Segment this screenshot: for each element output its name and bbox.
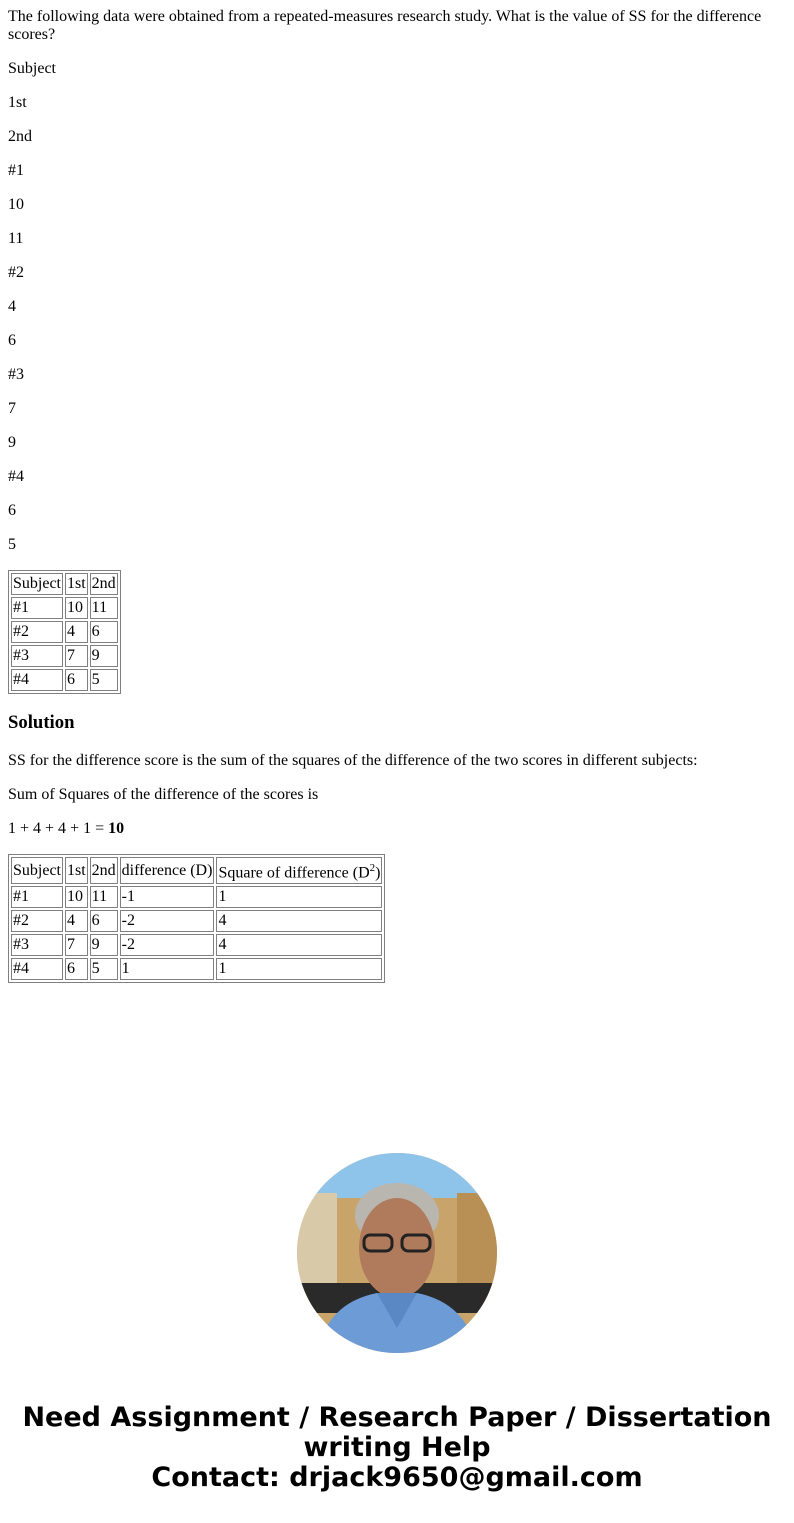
raw-data-lines xyxy=(8,60,786,554)
solution-table xyxy=(8,854,385,983)
raw-data-line: Subject xyxy=(8,60,56,77)
question-text: The following data were obtained from a repeated-measures research study. What is the value of SS for the difference scores? xyxy=(8,8,762,43)
table-cell: 6 xyxy=(65,958,88,980)
table-cell: -2 xyxy=(120,910,215,932)
table-row xyxy=(11,910,382,932)
raw-data-line: 11 xyxy=(8,230,24,247)
header-cell: 1st xyxy=(65,573,88,595)
table-cell: 6 xyxy=(90,910,118,932)
header-text: Square of difference (D xyxy=(218,864,370,882)
header-cell xyxy=(216,857,382,884)
table-row xyxy=(11,886,382,908)
solution-heading: Solution xyxy=(8,712,75,733)
table-cell: 4 xyxy=(216,934,382,956)
table-cell: 7 xyxy=(65,934,88,956)
portrait-image xyxy=(297,1153,497,1353)
table-cell: -1 xyxy=(120,886,215,908)
table-row xyxy=(11,958,382,980)
sum-label: Sum of Squares of the difference of the scores is xyxy=(8,786,319,803)
table-row xyxy=(11,645,118,667)
raw-data-line: 1st xyxy=(8,94,27,111)
table-cell: #3 xyxy=(11,645,63,667)
table-cell: 5 xyxy=(90,958,118,980)
table-cell: 4 xyxy=(216,910,382,932)
promo-line: writing Help xyxy=(303,1432,491,1463)
table-cell: 1 xyxy=(216,886,382,908)
raw-data-line: 7 xyxy=(8,400,16,417)
table-header-row xyxy=(11,857,382,884)
raw-data-line: 2nd xyxy=(8,128,32,145)
sum-result: 10 xyxy=(108,820,125,837)
raw-data-line: #1 xyxy=(8,162,24,179)
table-cell: 6 xyxy=(65,669,88,691)
table-cell: #1 xyxy=(11,597,63,619)
promo-contact: Contact: drjack9650@gmail.com xyxy=(151,1462,643,1493)
table-row xyxy=(11,621,118,643)
author-photo xyxy=(297,1153,497,1353)
table-cell: #2 xyxy=(11,621,63,643)
table-cell: 1 xyxy=(216,958,382,980)
raw-data-line: #3 xyxy=(8,366,24,383)
raw-data-line: 9 xyxy=(8,434,16,451)
header-cell: Subject xyxy=(11,857,63,884)
superscript: 2 xyxy=(369,862,376,874)
table-cell: 4 xyxy=(65,621,88,643)
table-cell: #1 xyxy=(11,886,63,908)
raw-data-line: 6 xyxy=(8,502,16,519)
table-cell: #4 xyxy=(11,958,63,980)
table-cell: 6 xyxy=(90,621,118,643)
table-cell: 5 xyxy=(90,669,118,691)
table-cell: 10 xyxy=(65,886,88,908)
table-cell: 9 xyxy=(90,645,118,667)
raw-data-line: 4 xyxy=(8,298,16,315)
sum-expr: 1 + 4 + 4 + 1 = xyxy=(8,820,109,837)
solution-explanation: SS for the difference score is the sum of the squares of the difference of the two scores in different subjects: xyxy=(8,752,698,769)
table-cell: 10 xyxy=(65,597,88,619)
table-cell: 9 xyxy=(90,934,118,956)
raw-data-line: #4 xyxy=(8,468,24,485)
table-cell: 4 xyxy=(65,910,88,932)
table-cell: #4 xyxy=(11,669,63,691)
table-cell: #2 xyxy=(11,910,63,932)
table-row xyxy=(11,597,118,619)
table-cell: -2 xyxy=(120,934,215,956)
raw-data-line: #2 xyxy=(8,264,24,281)
sum-expression xyxy=(8,820,786,838)
table-cell: 11 xyxy=(90,886,118,908)
table-row xyxy=(11,934,382,956)
table-header-row xyxy=(11,573,118,595)
header-cell: Subject xyxy=(11,573,63,595)
raw-data-line: 10 xyxy=(8,196,24,213)
raw-data-line: 5 xyxy=(8,536,16,553)
table-cell: 1 xyxy=(120,958,215,980)
header-text: ) xyxy=(375,864,381,882)
raw-data-line: 6 xyxy=(8,332,16,349)
header-cell: 2nd xyxy=(90,857,118,884)
table-row xyxy=(11,669,118,691)
header-cell: 1st xyxy=(65,857,88,884)
header-cell: difference (D) xyxy=(120,857,215,884)
data-table xyxy=(8,570,121,694)
promo-banner xyxy=(0,1403,794,1493)
table-cell: 11 xyxy=(90,597,118,619)
promo-line: Need Assignment / Research Paper / Dissertation xyxy=(22,1402,772,1433)
table-cell: #3 xyxy=(11,934,63,956)
table-cell: 7 xyxy=(65,645,88,667)
header-cell: 2nd xyxy=(90,573,118,595)
